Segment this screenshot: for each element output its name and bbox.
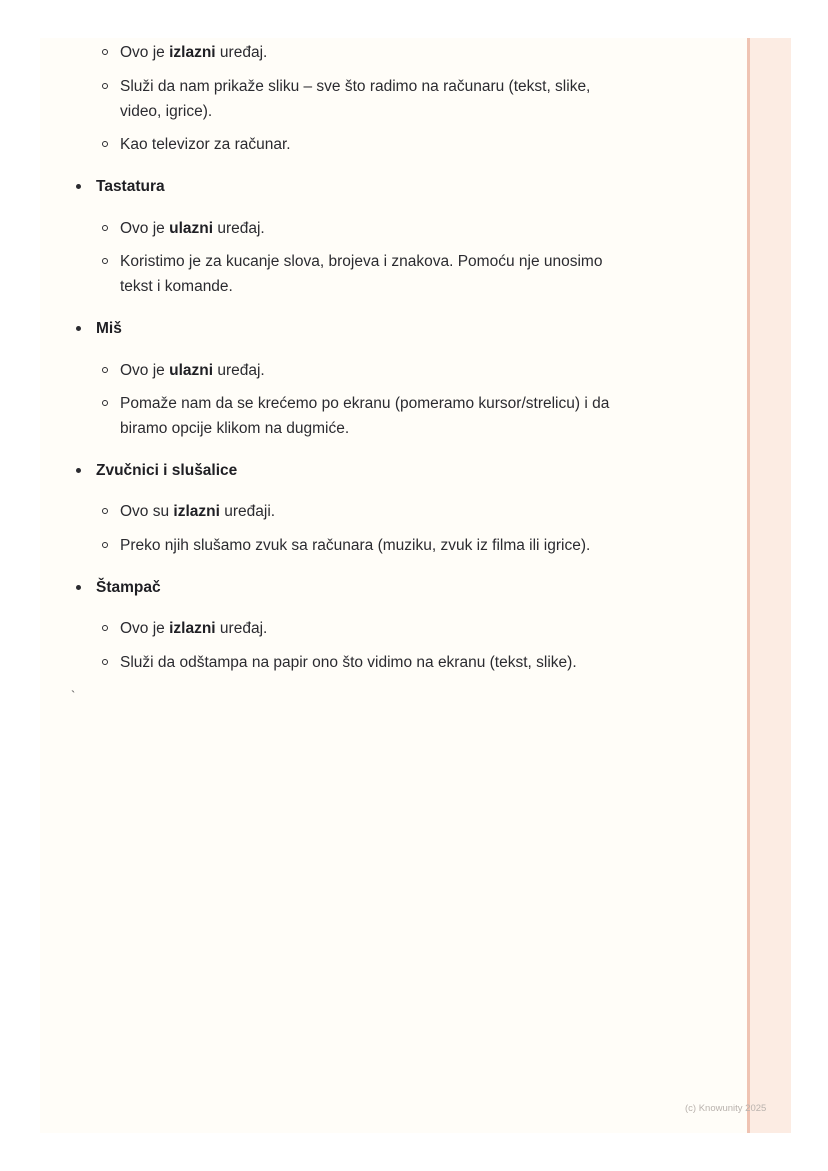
- sub-bullet-icon: [102, 400, 108, 406]
- section-title: Miš: [96, 320, 122, 337]
- list-item: Služi da nam prikaže sliku – sve što radimo na računaru (tekst, slike,: [120, 78, 591, 95]
- list-item: Služi da odštampa na papir ono što vidimo na ekranu (tekst, slike).: [120, 654, 577, 671]
- bullet-icon: [76, 468, 81, 473]
- sub-bullet-icon: [102, 258, 108, 264]
- list-item: Kao televizor za računar.: [120, 136, 291, 153]
- sub-bullet-icon: [102, 49, 108, 55]
- list-item: Ovo je izlazni uređaj.: [120, 620, 268, 637]
- list-item: Ovo je izlazni uređaj.: [120, 44, 268, 61]
- sub-bullet-icon: [102, 225, 108, 231]
- sub-bullet-icon: [102, 542, 108, 548]
- list-item: Ovo je ulazni uređaj.: [120, 362, 265, 379]
- footer-copyright: (c) Knowunity 2025: [685, 1103, 767, 1114]
- sub-bullet-icon: [102, 659, 108, 665]
- list-item: Pomaže nam da se krećemo po ekranu (pomeramo kursor/strelicu) i da: [120, 395, 610, 412]
- list-item: Ovo je ulazni uređaj.: [120, 220, 265, 237]
- bullet-icon: [76, 326, 81, 331]
- margin-accent-band: [750, 38, 791, 1133]
- bullet-icon: [76, 184, 81, 189]
- sub-bullet-icon: [102, 508, 108, 514]
- bullet-icon: [76, 585, 81, 590]
- sub-bullet-icon: [102, 141, 108, 147]
- section-title: Tastatura: [96, 178, 165, 195]
- sub-bullet-icon: [102, 367, 108, 373]
- section-title: Štampač: [96, 579, 161, 596]
- stray-mark: `: [71, 688, 76, 703]
- section-title: Zvučnici i slušalice: [96, 462, 238, 479]
- list-item-continuation: tekst i komande.: [120, 278, 233, 295]
- list-item-continuation: biramo opcije klikom na dugmiće.: [120, 420, 350, 437]
- list-item: Koristimo je za kucanje slova, brojeva i znakova. Pomoću nje unosimo: [120, 253, 603, 270]
- list-item-continuation: video, igrice).: [120, 103, 213, 120]
- sub-bullet-icon: [102, 83, 108, 89]
- list-item: Preko njih slušamo zvuk sa računara (muziku, zvuk iz filma ili igrice).: [120, 537, 591, 554]
- sub-bullet-icon: [102, 625, 108, 631]
- list-item: Ovo su izlazni uređaji.: [120, 503, 276, 520]
